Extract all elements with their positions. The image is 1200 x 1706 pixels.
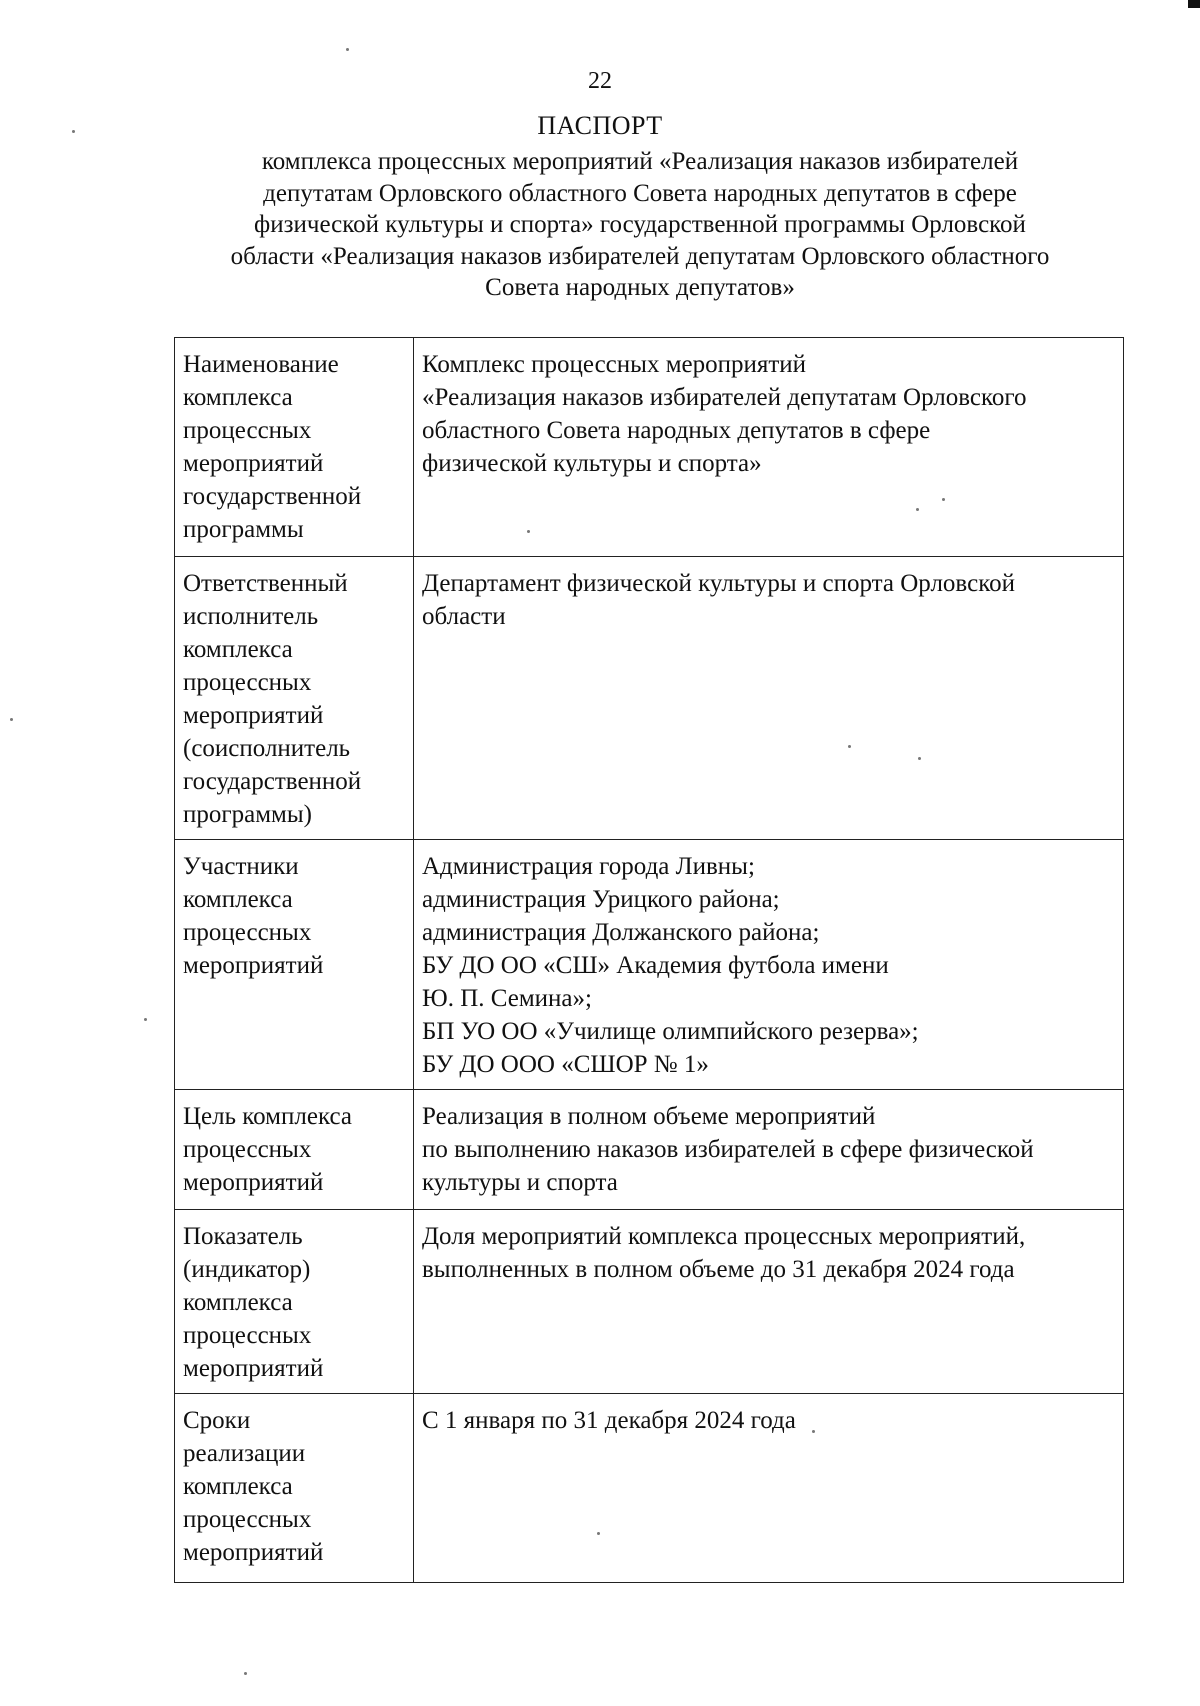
value-line: БУ ДО ООО «СШОР № 1»	[422, 1051, 709, 1078]
table-row-indicator	[175, 1210, 1124, 1394]
row-label-cell	[175, 1090, 414, 1210]
document-subtitle	[170, 146, 1110, 304]
label-line: процессных	[183, 1506, 312, 1533]
value-line: «Реализация наказов избирателей депутатам Орловского	[422, 384, 1027, 411]
scan-speck	[144, 1018, 147, 1021]
label-line: мероприятий	[183, 1355, 324, 1382]
scan-speck	[848, 745, 851, 748]
label-line: мероприятий	[183, 1169, 324, 1196]
table-row-goal	[175, 1090, 1124, 1210]
value-line: администрация Должанского района;	[422, 919, 820, 946]
subtitle-line: Совета народных депутатов»	[485, 274, 795, 301]
scan-speck	[942, 498, 945, 501]
row-value-cell	[414, 557, 1124, 840]
value-line: Администрация города Ливны;	[422, 853, 755, 880]
label-line: государственной	[183, 768, 362, 795]
label-line: программы	[183, 516, 304, 543]
label-line: (индикатор)	[183, 1256, 311, 1283]
label-line: (соисполнитель	[183, 735, 351, 762]
label-line: комплекса	[183, 1473, 293, 1500]
scan-speck	[916, 508, 919, 511]
label-line: комплекса	[183, 1289, 293, 1316]
subtitle-line: области «Реализация наказов избирателей депутатам Орловского областного	[230, 242, 1050, 270]
subtitle-line: физической культуры и спорта» государственной программы Орловской	[254, 211, 1026, 238]
scan-corner-mark	[1188, 0, 1200, 8]
row-value-cell	[414, 1210, 1124, 1394]
scan-speck	[812, 1430, 815, 1433]
label-line: мероприятий	[183, 450, 324, 477]
value-line: БУ ДО ОО «СШ» Академия футбола имени	[422, 952, 889, 979]
row-label-cell	[175, 557, 414, 840]
value-line: Доля мероприятий комплекса процессных мероприятий,	[422, 1223, 1026, 1250]
value-line: Ю. П. Семина»;	[422, 985, 592, 1012]
scan-speck	[10, 718, 13, 721]
subtitle-line: комплекса процессных мероприятий «Реализация наказов избирателей	[261, 148, 1019, 175]
label-line: процессных	[183, 1136, 312, 1163]
label-line: программы)	[183, 801, 312, 828]
label-line: мероприятий	[183, 702, 324, 729]
value-line: областного Совета народных депутатов в сфере	[422, 417, 931, 444]
passport-table	[174, 337, 1124, 1583]
label-line: реализации	[183, 1440, 306, 1467]
row-value-cell	[414, 840, 1124, 1090]
label-line: комплекса	[183, 886, 293, 913]
label-line: комплекса	[183, 384, 293, 411]
value-line: С 1 января по 31 декабря 2024 года	[422, 1407, 796, 1434]
row-value-cell	[414, 1090, 1124, 1210]
subtitle-line: депутатам Орловского областного Совета народных депутатов в сфере	[263, 179, 1017, 207]
value-line: Комплекс процессных мероприятий	[422, 351, 807, 378]
row-value-cell	[414, 338, 1124, 557]
value-line: области	[422, 603, 506, 630]
label-line: процессных	[183, 417, 312, 444]
table-row-responsible-executor	[175, 557, 1124, 840]
scan-speck	[244, 1672, 247, 1675]
label-line: Показатель	[183, 1223, 303, 1250]
label-line: Цель комплекса	[183, 1103, 352, 1130]
row-label-cell	[175, 1394, 414, 1583]
row-label-cell	[175, 338, 414, 557]
value-line: Департамент физической культуры и спорта Орловской	[422, 570, 1015, 597]
label-line: Сроки	[183, 1407, 251, 1434]
scan-speck	[918, 757, 921, 760]
page-number: 22	[588, 68, 612, 94]
label-line: мероприятий	[183, 952, 324, 979]
label-line: Участники	[183, 853, 299, 880]
value-line: по выполнению наказов избирателей в сфере физической	[422, 1136, 1034, 1163]
value-line: культуры и спорта	[422, 1169, 618, 1196]
label-line: процессных	[183, 1322, 312, 1349]
value-line: Реализация в полном объеме мероприятий	[422, 1103, 876, 1130]
table-row-timeframe	[175, 1394, 1124, 1583]
scan-speck	[346, 48, 349, 51]
row-label-cell	[175, 840, 414, 1090]
label-line: комплекса	[183, 636, 293, 663]
label-line: мероприятий	[183, 1539, 324, 1566]
table-row-participants	[175, 840, 1124, 1090]
value-line: выполненных в полном объеме до 31 декабря 2024 года	[422, 1256, 1015, 1283]
table-row-program-name	[175, 338, 1124, 557]
label-line: процессных	[183, 919, 312, 946]
label-line: процессных	[183, 669, 312, 696]
row-value-cell	[414, 1394, 1124, 1583]
label-line: государственной	[183, 483, 362, 510]
value-line: БП УО ОО «Училище олимпийского резерва»;	[422, 1018, 919, 1045]
label-line: Ответственный	[183, 570, 348, 597]
document-title: ПАСПОРТ	[537, 111, 663, 140]
value-line: физической культуры и спорта»	[422, 450, 762, 477]
label-line: Наименование	[183, 351, 339, 378]
label-line: исполнитель	[183, 603, 319, 630]
scan-speck	[72, 130, 75, 133]
scan-speck	[527, 530, 530, 533]
row-label-cell	[175, 1210, 414, 1394]
value-line: администрация Урицкого района;	[422, 886, 780, 913]
scan-speck	[597, 1532, 600, 1535]
